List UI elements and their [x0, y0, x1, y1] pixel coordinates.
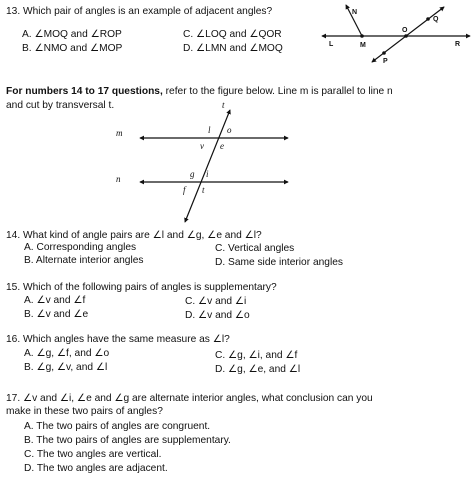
- q16-option-a: A. ∠g, ∠f, and ∠o: [24, 348, 110, 359]
- label-o: O: [402, 27, 408, 34]
- q14-option-d: D. Same side interior angles: [215, 257, 343, 268]
- q17-option-b: B. The two pairs of angles are supplementary.: [24, 435, 231, 446]
- q16-option-d: D. ∠g, ∠e, and ∠l: [215, 364, 301, 375]
- q15-option-d: D. ∠v and ∠o: [185, 310, 250, 321]
- q15-option-c: C. ∠v and ∠i: [185, 296, 247, 307]
- label-q: Q: [433, 16, 439, 23]
- q14-question: 14. What kind of angle pairs are ∠l and ∠g, ∠e and ∠l?: [6, 230, 262, 241]
- q16-option-b: B. ∠g, ∠v, and ∠l: [24, 362, 108, 373]
- label-m: M: [360, 42, 366, 49]
- intro-line-1: [6, 86, 393, 97]
- label-n: n: [116, 174, 121, 184]
- label-m: m: [116, 128, 123, 138]
- q17-option-a: A. The two pairs of angles are congruent.: [24, 421, 211, 432]
- label-l: L: [329, 41, 334, 48]
- q14-option-c: C. Vertical angles: [215, 243, 295, 254]
- angle-f: f: [183, 185, 186, 195]
- q13-question: 13. Which pair of angles is an example of adjacent angles?: [6, 6, 273, 17]
- q14-option-a: A. Corresponding angles: [24, 242, 137, 253]
- q15-question: 15. Which of the following pairs of angles is supplementary?: [6, 282, 277, 293]
- q13-option-c: C. ∠LOQ and ∠QOR: [183, 29, 282, 40]
- angle-g: g: [190, 169, 195, 179]
- point-p: [382, 51, 386, 55]
- label-n: N: [352, 9, 358, 16]
- q13-option-a: A. ∠MOQ and ∠ROP: [22, 29, 122, 40]
- q17-question-line-1: 17. ∠v and ∠i, ∠e and ∠g are alternate interior angles, what conclusion can you: [6, 393, 373, 404]
- point-m: [360, 34, 364, 38]
- angle-l: l: [208, 125, 211, 135]
- q15-option-a: A. ∠v and ∠f: [24, 295, 86, 306]
- label-r: R: [455, 41, 461, 48]
- q13-angle-diagram: [0, 0, 474, 80]
- q17-option-d: D. The two angles are adjacent.: [24, 463, 168, 474]
- intro-rest: refer to the figure below. Line m is parallel to line n: [162, 86, 393, 97]
- label-t: t: [222, 100, 225, 110]
- q15-option-b: B. ∠v and ∠e: [24, 309, 89, 320]
- intro-line-2: and cut by transversal t.: [6, 100, 115, 111]
- angle-e: e: [220, 141, 224, 151]
- angle-t: t: [202, 185, 205, 195]
- parallel-lines-figure: [0, 100, 474, 225]
- point-o: [404, 34, 408, 38]
- angle-i: i: [206, 169, 209, 179]
- angle-o: o: [227, 125, 232, 135]
- point-q: [426, 17, 430, 21]
- q16-option-c: C. ∠g, ∠i, and ∠f: [215, 350, 298, 361]
- q14-option-b: B. Alternate interior angles: [24, 255, 144, 266]
- q16-question: 16. Which angles have the same measure as ∠l?: [6, 334, 230, 345]
- label-p: P: [383, 58, 388, 65]
- q17-question-line-2: make in these two pairs of angles?: [6, 406, 163, 417]
- q17-option-c: C. The two angles are vertical.: [24, 449, 162, 460]
- intro-bold: For numbers 14 to 17 questions,: [6, 86, 163, 97]
- q13-option-d: D. ∠LMN and ∠MOQ: [183, 43, 283, 54]
- angle-v: v: [200, 141, 204, 151]
- q13-option-b: B. ∠NMO and ∠MOP: [22, 43, 123, 54]
